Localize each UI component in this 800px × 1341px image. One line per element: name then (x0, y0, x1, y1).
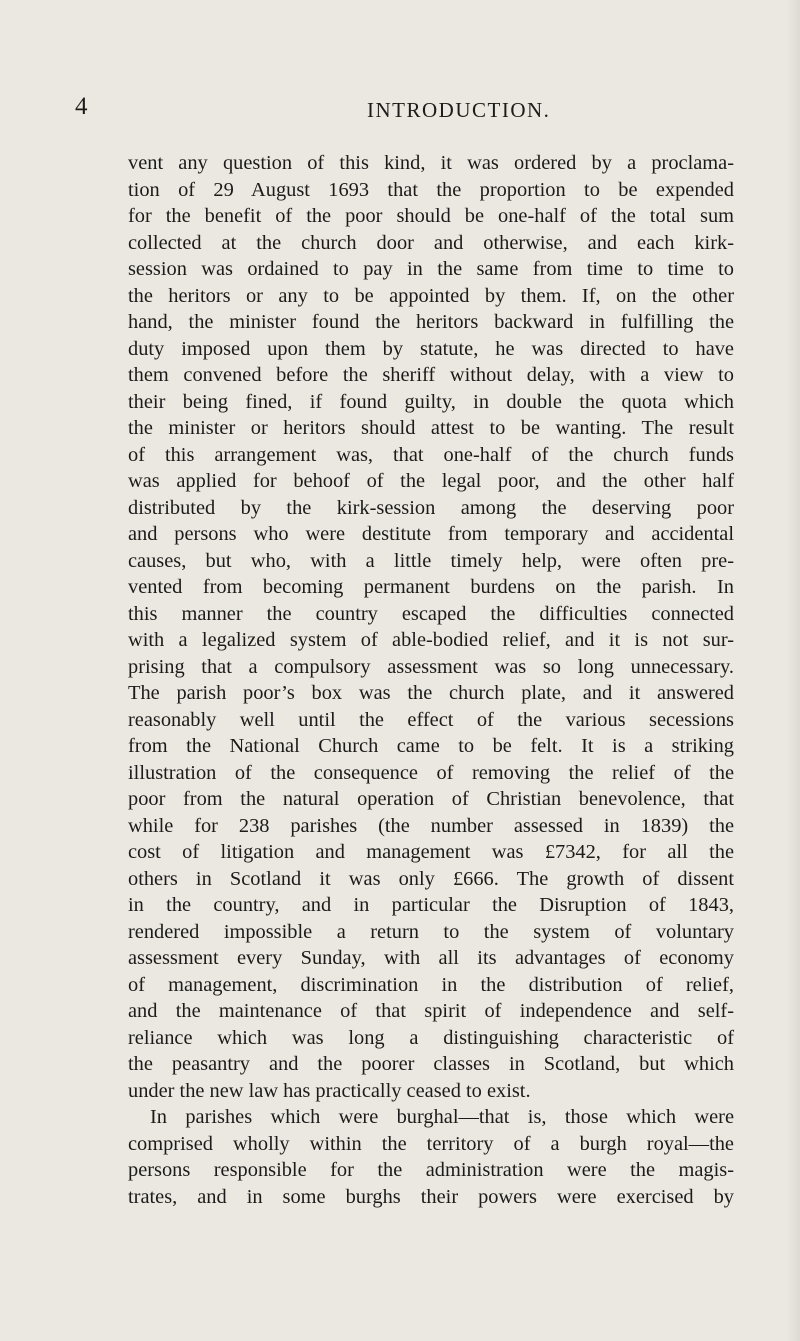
text-line: poor from the natural operation of Christian benevolence, that (128, 788, 734, 810)
text-line: under the new law has practically ceased to exist. (128, 1079, 531, 1102)
text-line: was applied for behoof of the legal poor, and the other half (128, 470, 734, 492)
text-line: them convened before the sheriff without delay, with a view to (128, 364, 734, 386)
text-line: prising that a compulsory assessment was so long unnecessary. (128, 655, 734, 678)
text-line: collected at the church door and otherwise, and each kirk- (128, 231, 734, 254)
running-head: INTRODUCTION. (367, 98, 551, 122)
text-line: the minister or heritors should attest to be wanting. The result (128, 417, 734, 439)
text-line: for the benefit of the poor should be one-half of the total sum (128, 205, 734, 227)
text-line: distributed by the kirk-session among the deserving poor (128, 496, 734, 519)
text-line: their being fined, if found guilty, in double the quota which (128, 390, 734, 413)
text-line: comprised wholly within the territory of a burgh royal—the (128, 1132, 734, 1155)
text-line: tion of 29 August 1693 that the proportion to be expended (128, 178, 734, 201)
text-line: of this arrangement was, that one-half of the church funds (128, 443, 734, 466)
text-line: reliance which was long a distinguishing characteristic of (128, 1026, 734, 1049)
text-line: causes, but who, with a little timely help, were often pre- (128, 549, 734, 572)
text-line: the heritors or any to be appointed by them. If, on the other (128, 284, 734, 307)
page-number: 4 (75, 93, 88, 120)
text-line: hand, the minister found the heritors backward in fulfilling the (128, 311, 734, 333)
text-line: session was ordained to pay in the same from time to time to (128, 258, 734, 280)
text-line: rendered impossible a return to the system of voluntary (128, 920, 734, 943)
text-line: assessment every Sunday, with all its advantages of economy (128, 947, 734, 969)
text-line: this manner the country escaped the difficulties connected (128, 602, 734, 625)
text-line: In parishes which were burghal—that is, those which were (150, 1106, 734, 1128)
text-line: and the maintenance of that spirit of independence and self- (128, 1000, 734, 1022)
page-edge-shadow (786, 0, 800, 1341)
text-line: while for 238 parishes (the number assessed in 1839) the (128, 814, 734, 837)
text-line: from the National Church came to be felt. It is a striking (128, 735, 734, 757)
text-line: duty imposed upon them by statute, he was directed to have (128, 337, 734, 360)
text-line: trates, and in some burghs their powers were exercised by (128, 1185, 734, 1208)
text-line: of management, discrimination in the distribution of relief, (128, 973, 734, 996)
text-line: cost of litigation and management was £7342, for all the (128, 841, 734, 863)
text-line: and persons who were destitute from temporary and accidental (128, 523, 734, 545)
text-line: vented from becoming permanent burdens on the parish. In (128, 576, 734, 598)
text-line: the peasantry and the poorer classes in Scotland, but which (128, 1053, 734, 1075)
text-line: persons responsible for the administration were the magis- (128, 1159, 734, 1181)
text-line: The parish poor’s box was the church plate, and it answered (128, 682, 734, 704)
body-text (128, 150, 734, 1210)
text-line: with a legalized system of able-bodied relief, and it is not sur- (128, 629, 734, 651)
text-line: illustration of the consequence of removing the relief of the (128, 761, 734, 784)
text-line: vent any question of this kind, it was ordered by a proclama- (128, 152, 734, 174)
text-line: in the country, and in particular the Disruption of 1843, (128, 894, 734, 916)
text-line: reasonably well until the effect of the various secessions (128, 708, 734, 731)
text-line: others in Scotland it was only £666. The growth of dissent (128, 867, 734, 890)
